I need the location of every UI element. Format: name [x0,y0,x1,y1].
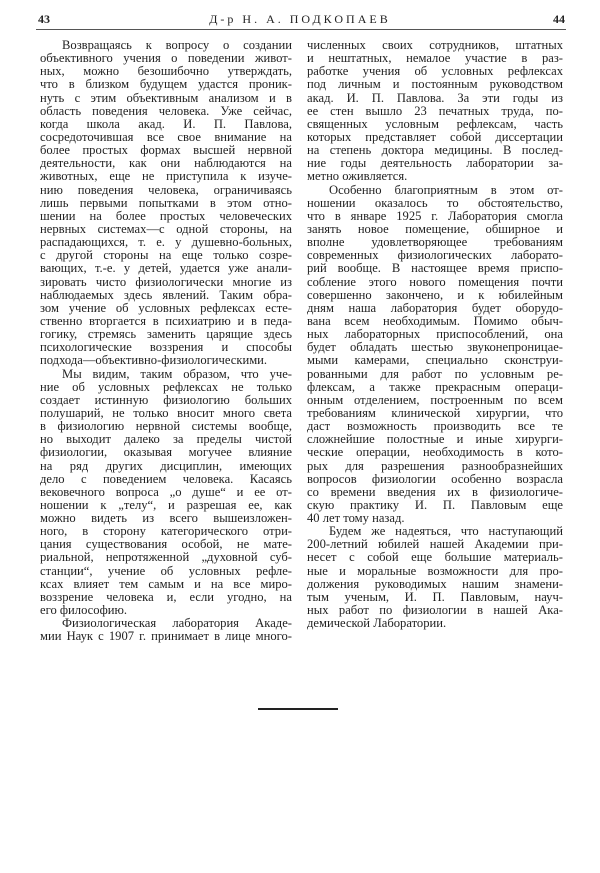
text-line: нервных системах—с одной стороны, на [40,221,292,236]
text-line: акад. И. П. Павлова. За эти годы из [307,90,563,105]
text-line: риальной, непротяженной „духовной суб- [40,550,292,565]
text-line: 40 лет тому назад. [307,511,405,526]
text-line: деятельности, как они наблюдаются на [40,156,292,171]
text-line: физиологии, оказывая могучее влияние [40,445,292,460]
text-line: скую практику И. П. Павловым еще [307,497,563,512]
text-line: рий вообще. В настоящее время приспо- [307,261,563,276]
text-line: современных физиологических лаборато- [307,248,563,263]
header-rule [36,29,566,30]
text-line: Особенно благоприятным в этом от- [329,182,563,197]
text-line: что в близком будущем удастся проник- [40,77,292,92]
text-line: его философию. [40,603,128,618]
text-line: мыми камерами, специально сконструи- [307,353,563,368]
text-line: которых представляет собой диссертации [307,129,563,144]
text-line: дело с поведением человека. Касаясь [40,471,292,486]
text-line: дням наша лаборатория будет оборудо- [307,300,563,315]
text-line: создает истинную физиологию больших [40,392,292,407]
text-line: собление этого нового помещения почти [307,274,563,289]
text-line: численных своих сотрудников, штатных [307,38,563,52]
text-line: станции“, учение об условных рефле- [40,563,292,578]
text-line: наблюдаемых здесь явлений. Таким обра- [40,287,292,302]
text-line: шении на более простых человеческих [40,208,292,223]
text-line: воззрение человека и, если угодно, на [40,589,292,604]
text-line: когда школа акад. И. П. Павлова, [40,116,292,131]
text-line: ние годы деятельность лаборатории за- [307,156,563,171]
text-line: более простых формах высшей нервной [40,143,292,158]
text-line: животных, еще не приступила к изуче- [40,169,292,184]
left-text-column [40,39,292,643]
text-line: зировать чисто физиологически многие из [40,274,292,289]
running-header-title: Д-р Н. А. ПОДКОПАЕВ [209,12,391,26]
text-line: ных лабораторных приспособлений, она [307,327,563,342]
text-line: цания существования особой, не мате- [40,537,292,552]
text-line: ческие операции, необходимость в кото- [307,445,563,460]
text-line: область поведения человека. Уже сейчас, [40,103,292,118]
text-line: ственно вторгается в психиатрию и в педа- [40,313,292,328]
text-line: но выходит далеко за пределы чистой [40,432,292,447]
text-line: требованиям клинической хирургии, что [307,405,563,420]
text-line: зом учение об условных рефлексах есте- [40,300,292,315]
text-line: метно оживляется. [307,169,408,184]
text-line: вопросов физиологии особенно возрасла [307,471,563,486]
text-line: сосредоточившая все свое внимание на [40,129,292,144]
text-line: 200-летний юбилей нашей Академии при- [307,537,563,552]
text-line: тым ученым, И. П. Павловым, науч- [307,589,563,604]
text-line: онным отделением, построенным по всем [307,392,563,407]
text-line: что в январе 1925 г. Лаборатория смогла [307,208,563,223]
text-line: со времени введения их в физиологиче- [307,484,563,499]
text-line: ного, в сторону категорического отри- [40,524,292,539]
text-line: ных, можно безошибочно утверждать, [40,64,292,79]
text-line: вана всем необходимым. Помимо обыч- [307,313,563,328]
text-line: совершенно закончено, и к юбилейным [307,287,563,302]
text-line: должения руководимых нашим знамени- [307,576,563,591]
text-line: вающих, т.-е. у детей, удается уже анали- [40,261,292,276]
text-line: на ряд других дисциплин, имеющих [40,458,292,473]
text-line: Будем же надеяться, что наступающий [329,524,563,539]
text-line: ношении оказалось то обстоятельство, [307,195,563,210]
text-line: Мы видим, таким образом, что уче- [62,366,292,381]
text-line: Возвращаясь к вопросу о создании [62,38,292,52]
text-line: Физиологическая лаборатория Акаде- [62,616,292,631]
text-line: флексам, а также прекрасным операци- [307,379,563,394]
text-line: и нештатных, немалое участие в раз- [307,51,563,66]
text-line: вековечного вопроса „о душе“ и ее от- [40,484,292,499]
text-line: подхода—объективно-физиологическими. [40,353,268,368]
text-line: работке учения об условных рефлексах [307,64,563,79]
text-line: мии Наук с 1907 г. принимает в лице много- [40,629,292,644]
text-line: психологические воззрения и способы [40,340,292,355]
text-line: полушарий, не только вносит много света [40,405,292,420]
text-line: лишь первыми попытками в этом отно- [40,195,292,210]
text-line: ношении к „телу“, и разрешая ее, как [40,497,292,512]
end-of-article-rule [258,708,338,710]
text-line: на степень доктора медицины. В послед- [307,143,563,158]
text-line: распадающихся, т. е. у душевно-больных, [40,235,292,250]
text-line: с другой стороны на еще только созре- [40,248,292,263]
text-line: священных условным рефлексам, часть [307,116,563,131]
text-line: ные и моральные возможности для про- [307,563,563,578]
text-line: занять новое помещение, обширное и [307,221,563,236]
text-line: ксах влияет тем самым и на все миро- [40,576,292,591]
text-line: можно видеть из всего вышеизложен- [40,511,292,526]
text-line: нию поведения человека, ограничиваясь [40,182,292,197]
text-line: сложнейшие полостные и иные хирурги- [307,432,563,447]
text-line: несет с собой еще большие материаль- [307,550,563,565]
page-number-right: 44 [553,12,565,26]
text-line: рых для разрешения разнообразнейших [307,458,563,473]
text-line: ее стен вышло 23 печатных труда, по- [307,103,563,118]
text-line: будет обладать шестью звуконепроницае- [307,340,563,355]
text-line: демической Лаборатории. [307,616,447,631]
text-line: гогику, стремясь заменить царящие здесь [40,327,292,342]
text-line: в физиологию нервной системы вообще, [40,419,292,434]
right-text-column [307,39,563,630]
text-line: вполне удовлетворяющее требованиям [307,235,563,250]
page-number-left: 43 [38,12,50,26]
text-line: рованными для работ по условным ре- [307,366,563,381]
text-line: ных работ по физиологии в нашей Ака- [307,603,563,618]
text-line: под личным и постоянным руководством [307,77,563,92]
text-line: нуть с этим объективным анализом и в [40,90,292,105]
text-line: даст возможность производить все те [307,419,563,434]
text-line: ние об условных рефлексах не только [40,379,292,394]
text-line: объективного учения о поведении живот- [40,51,292,66]
